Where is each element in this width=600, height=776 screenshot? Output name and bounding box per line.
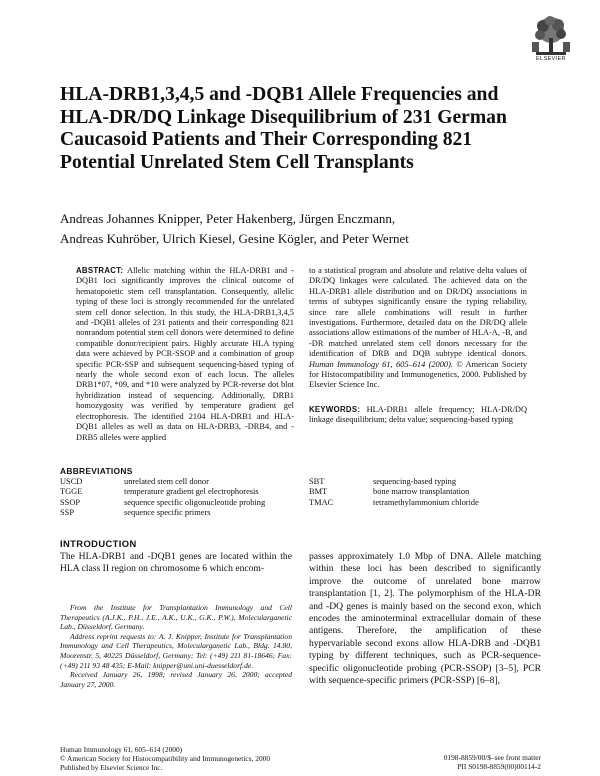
footer-society: © American Society for Histocompatibility and Immunogenetics, 2000 <box>60 754 271 764</box>
introduction-text-left: The HLA-DRB1 and -DQB1 genes are located within the HLA class II region on chromosome 6 which encom- <box>60 551 292 575</box>
abbreviation-term: SSOP <box>60 497 81 507</box>
abstract-citation: Human Immunology 61, 605–614 (2000). <box>309 359 453 369</box>
abbreviation-row <box>60 477 265 487</box>
author-line-2: Andreas Kuhröber, Ulrich Kiesel, Gesine Kögler, and Peter Wernet <box>60 231 409 246</box>
article-title: HLA-DRB1,3,4,5 and -DQB1 Allele Frequencies and HLA-DR/DQ Linkage Disequilibrium of 231 German Caucasoid Patients and Their Corresponding 821 Potential Unrelated Stem Cell Transplants <box>60 84 507 173</box>
footnote-affiliation: From the Institute for Transplantation Immunology and Cell Therapeutics (A.J.K., P.H., J.E., A.K., U.K., G.K., P.W.), Molecularganetic Lab., Düsseldorf, Germany. <box>60 603 292 632</box>
abbreviation-row <box>60 487 265 497</box>
footer-identifiers <box>409 753 541 771</box>
introduction-text-right: passes approximately 1.0 Mbp of DNA. Allele matching within these loci has been described to significantly improve the outcome of unrelated bone marrow transplantation [1, 2]. The polymorphism of the HLA-DR and -DQ genes is mainly based on the second exon, which encodes the aminoterminal extracellular domain of these antigens. Therefore, the amplification of these hypervariable second exons allow HLA-DRB and -DQB1 typing by different techniques, such as PCR-sequence-specific oligonucleotide probing (PCR-SSOP) [3–5], PCR with sequence-specific primers (PCR-SSP) [6–8], <box>309 551 541 687</box>
abstract-label: ABSTRACT: <box>76 266 124 275</box>
footer-journal-info <box>60 745 270 773</box>
footer-issn: 0198-8859/00/$–see front matter <box>443 753 541 762</box>
abstract-right-column <box>309 266 527 391</box>
abbreviation-term: BMT <box>309 487 328 497</box>
footnote-received: Received January 26, 1998; revised January 26, 2000; accepted January 27, 2000. <box>60 670 292 689</box>
author-list <box>60 209 560 249</box>
abbreviations-left <box>60 477 265 519</box>
abbreviation-term: SSP <box>60 508 74 518</box>
abbreviations-heading: ABBREVIATIONS <box>60 466 133 476</box>
abbreviation-definition: bone marrow transplantation <box>373 487 470 497</box>
abstract-copyright: © American Society for Histocompatibility and Immunogenetics, 2000. Published by Elsevier Science Inc. <box>309 359 528 390</box>
abbreviation-term: TMAC <box>309 497 334 507</box>
abbreviation-row <box>309 487 479 497</box>
abbreviation-definition: unrelated stem cell donor <box>124 477 209 486</box>
abstract-text-right: to a statistical program and absolute and relative delta values of DR/DQ linkages were calculated. The achieved data on the HLA-DRB1 allele distribution and on DR/DQ associations in terms of subtypes significantly ensure the typing reliability, since rare allele combinations will result in further investigations. Furthermore, detailed data on the DR/DQ allele associations allow estimations of the number of HLA-A, -B, and -DR matched unrelated stem cell donors necessary for the identification of DRB and DQB subtype identical donors. <box>309 266 527 359</box>
introduction-heading: INTRODUCTION <box>60 538 137 549</box>
abbreviation-term: TGGE <box>60 487 83 497</box>
abstract-text-left: Allelic matching within the HLA-DRB1 and -DQB1 loci significantly improves the clinical outcome of hematopoietic stem cell transplantation. Consequently, allelic typing of these loci is strongly recommended for the unrelated stem cell donor selection. In this study, the HLA-DRB1,3,4,5 and -DQB1 alleles of 231 patients and their corresponding 821 nonrandom potential stem cell donors were determined to define compatible donor/recipient pairs. Highly accurate HLA typing data were achieved by PCR-SSOP and a combination of group specific PCR-SSP and subsequent sequencing-based typing of nearly the whole second exon of each locus. The alleles DRB1*07, *09, and *10 were analyzed by PCR-reverse dot blot hybridization instead of sequencing. Additionally, DRB1 homozygosity was verified by temperature gradient gel electrophoresis. The identified 2104 HLA-DRB1 and HLA-DQB1 alleles as well as data on HLA-DRB3, -DRB4, and -DRB5 alleles were applied <box>76 266 294 442</box>
abbreviation-definition: temperature gradient gel electrophoresis <box>124 487 259 497</box>
footnote-reprints: Address reprint requests to: A. J. Knipper, Institute for Transplantation Immunology and Cell Therapeutics, Molecularganetic Lab., Bldg. 14.80, Moorenstr. 5, 40225 Düsseldorf, Germany; Tel: (+49) 211 81-18646; Fax: (+49) 211 93 48 435; E-Mail: knipper@uni.uni-duesseldorf.de. <box>60 631 292 670</box>
abbreviation-row <box>60 498 265 508</box>
abbreviation-definition: sequence specific primers <box>124 508 211 518</box>
keywords <box>309 405 527 426</box>
abbreviation-term: USCD <box>60 477 83 486</box>
keywords-text: HLA-DRB1 allele frequency; HLA-DR/DQ linkage disequilibrium; delta value; sequencing-based typing <box>309 405 527 425</box>
abbreviation-row <box>309 477 479 487</box>
abbreviation-definition: sequence specific oligonucleotide probing <box>124 497 266 507</box>
abbreviation-definition: sequencing-based typing <box>373 477 457 486</box>
author-line-1: Andreas Johannes Knipper, Peter Hakenberg, Jürgen Enczmann, <box>60 211 396 226</box>
footer-publisher: Published by Elsevier Science Inc. <box>60 763 163 773</box>
keywords-label: KEYWORDS: <box>309 405 361 414</box>
footer-pii: PII S0198-8859(00)00114-2 <box>457 762 541 772</box>
publisher-logo-text: ELSEVIER <box>535 56 567 62</box>
abbreviation-row <box>60 508 265 518</box>
footnotes <box>60 603 292 689</box>
footer-journal: Human Immunology 61, 605–614 (2000) <box>60 745 183 754</box>
abbreviations-right <box>309 477 479 508</box>
abbreviation-definition: tetramethylammonium chloride <box>373 497 479 507</box>
abstract-left-column <box>76 266 294 443</box>
abbreviation-term: SBT <box>309 477 325 486</box>
abbreviation-row <box>309 498 479 508</box>
